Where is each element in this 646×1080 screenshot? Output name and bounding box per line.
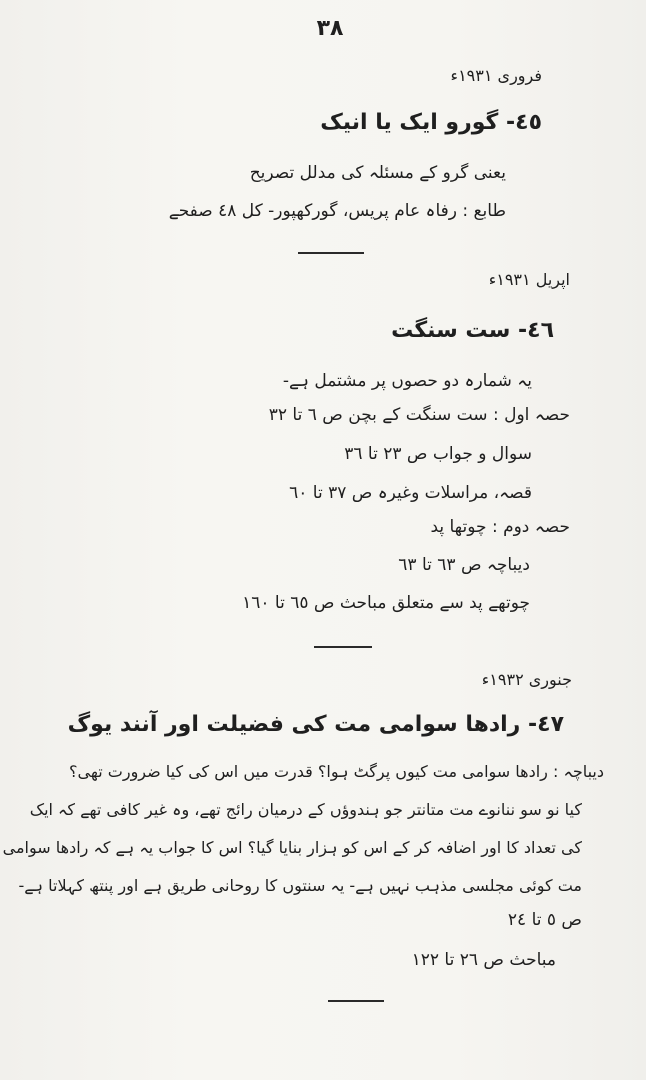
text-line: حصہ اول : ست سنگت کے بچن ص ٦ تا ٣٢ [268,405,570,425]
text-line: مت کوئی مجلسی مذہب نہیں ہے- یہ سنتوں کا روحانی طریق ہے اور پنتھ کہلاتا ہے- [18,876,582,895]
text-line: دیباچہ ص ٦٣ تا ٦٣ [398,555,530,575]
text-line: یعنی گرو کے مسئلہ کی مدلل تصریح [249,163,506,183]
text-line: کی تعداد کا اور اضافہ کر کے اس کو ہزار بنایا گیا؟ اس کا جواب یہ ہے کہ رادھا سوامی [2,838,582,857]
section-divider [298,252,364,254]
section-date: فروری ١٩٣١ء [450,66,542,85]
text-line: چوتھے پد سے متعلق مباحث ص ٦٥ تا ١٦٠ [242,593,530,613]
text-line: سوال و جواب ص ٢٣ تا ٣٦ [344,444,532,464]
section-divider [328,1000,384,1002]
section-title: ٤٦- ست سنگت [391,318,554,343]
text-line: مباحث ص ٢٦ تا ١٢٢ [411,950,556,970]
section-divider [314,646,372,648]
page-number: ٣٨ [316,16,344,41]
text-line: دیباچہ : رادھا سوامی مت کیوں پرگٹ ہوا؟ قدرت میں اس کی کیا ضرورت تھی؟ [69,762,604,781]
section-date: اپریل ١٩٣١ء [488,270,570,289]
section-date: جنوری ١٩٣٢ء [481,670,572,689]
text-line: کیا نو سو ننانوے مت متانتر جو ہندوؤں کے درمیان رائج تھے، وہ غیر کافی تھے کہ ایک [29,800,582,819]
text-line: حصہ دوم : چوتھا پد [430,517,570,537]
section-title: ٤٧- رادھا سوامی مت کی فضیلت اور آنند یوگ [67,712,564,737]
text-line: قصہ، مراسلات وغیرہ ص ٣٧ تا ٦٠ [289,483,532,503]
text-line: طابع : رفاہ عام پریس، گورکھپور- کل ٤٨ صفحے [168,201,506,221]
text-line: یہ شمارہ دو حصوں پر مشتمل ہے- [282,371,532,391]
section-title: ٤٥- گورو ایک یا انیک [320,110,542,135]
text-line: ص ٥ تا ٢٤ [507,910,582,930]
